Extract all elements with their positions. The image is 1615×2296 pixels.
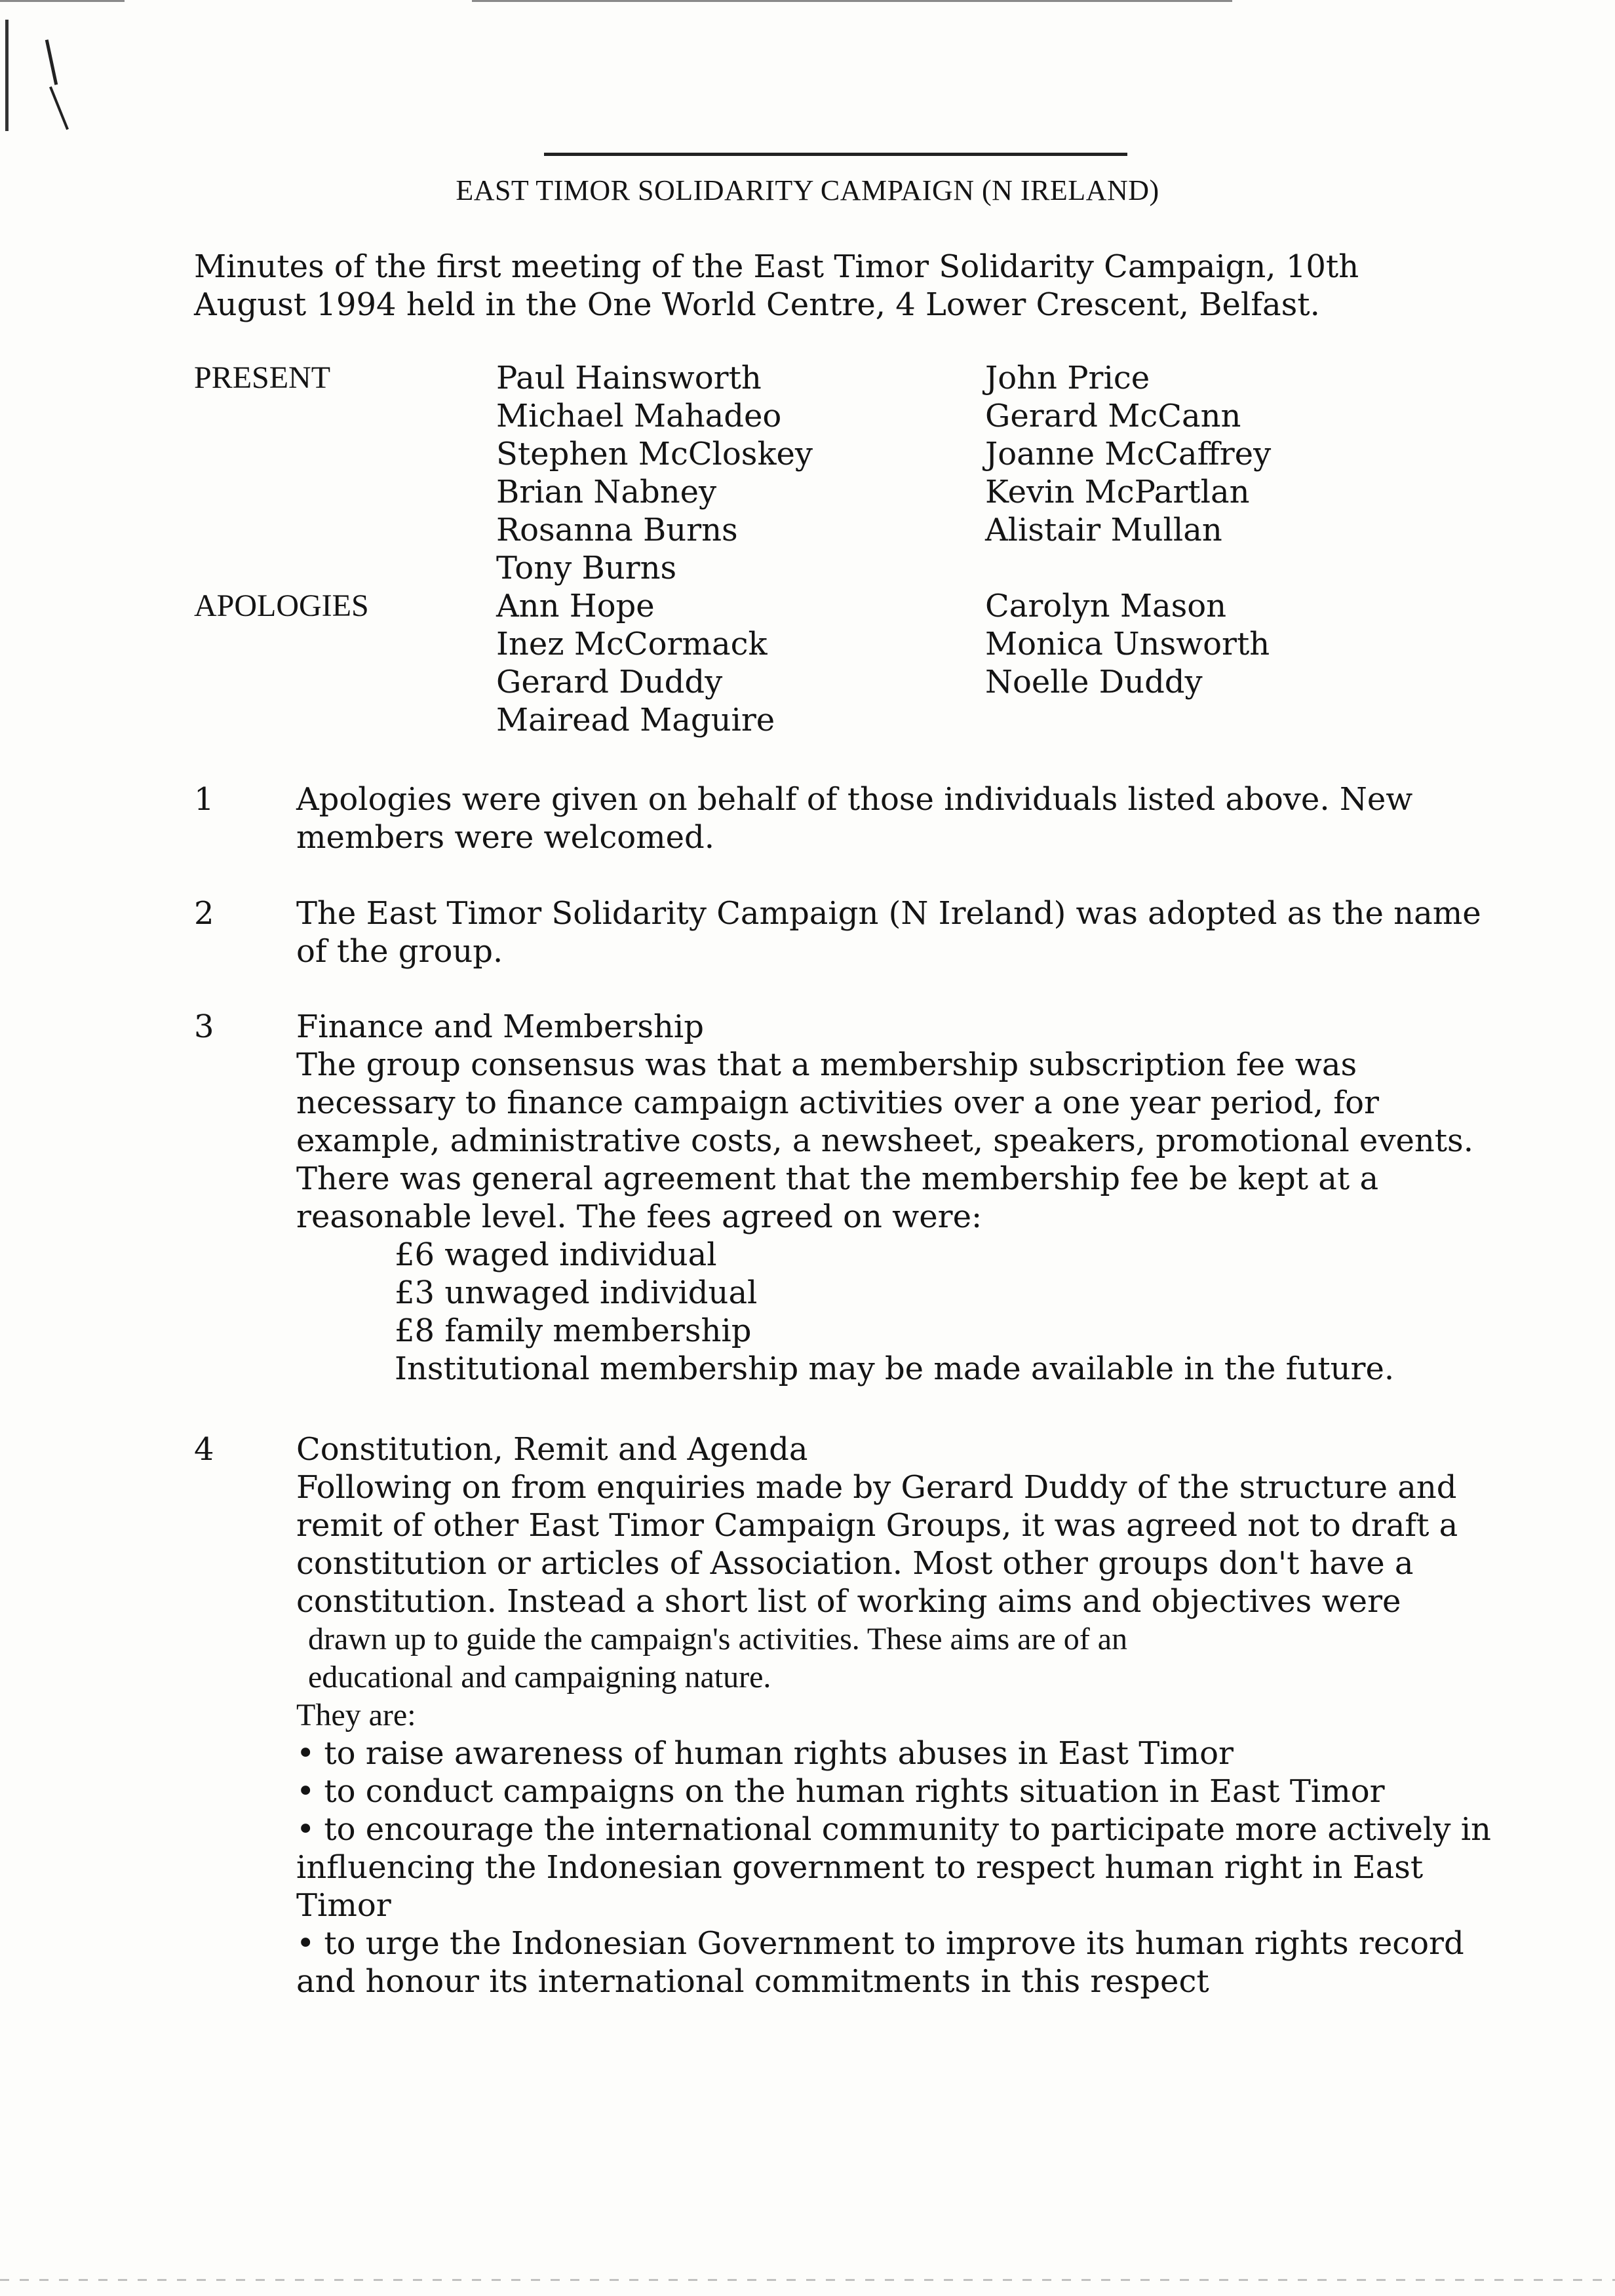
present-name: Kevin McPartlan	[985, 474, 1250, 510]
item-heading: Finance and Membership	[296, 1008, 704, 1045]
aim-bullet: • to encourage the international community to participate more actively in influencing the Indonesian government to respect human right in East Timor	[296, 1811, 1491, 1924]
aim-bullet: • to raise awareness of human rights abuses in East Timor	[296, 1735, 1234, 1772]
item-number: 2	[194, 895, 214, 932]
present-name: Stephen McCloskey	[496, 436, 813, 472]
present-name: Paul Hainsworth	[496, 360, 762, 396]
present-name: Tony Burns	[496, 550, 677, 586]
apology-name: Monica Unsworth	[985, 626, 1270, 662]
present-name: Brian Nabney	[496, 474, 717, 510]
apology-name: Carolyn Mason	[985, 588, 1227, 624]
present-name: Gerard McCann	[985, 398, 1241, 434]
item-number: 1	[194, 781, 214, 818]
present-name: Joanne McCaffrey	[985, 436, 1272, 472]
apologies-label: APOLOGIES	[194, 588, 369, 623]
item-text: Following on from enquiries made by Gerard Duddy of the structure and remit of other East Timor Campaign Groups, it was agreed not to draft a constitution or articles of Association. Most other groups don't have a constitution. Instead a short list of working aims and objectives were	[296, 1469, 1458, 1620]
item-text-line: educational and campaigning nature.	[308, 1660, 771, 1694]
scan-edge-line	[0, 0, 125, 2]
item-heading: Constitution, Remit and Agenda	[296, 1431, 808, 1468]
item-number: 3	[194, 1008, 214, 1045]
present-name: Rosanna Burns	[496, 512, 738, 548]
aim-bullet: • to urge the Indonesian Government to improve its human rights record and honour its international commitments in this respect	[296, 1925, 1464, 2000]
pen-mark	[45, 39, 58, 85]
title-rule	[544, 153, 1127, 156]
item-text: Apologies were given on behalf of those individuals listed above. New members were welcomed.	[296, 781, 1413, 856]
page-title: EAST TIMOR SOLIDARITY CAMPAIGN (N IRELAND)	[456, 174, 1159, 206]
apology-name: Noelle Duddy	[985, 664, 1203, 700]
fee-line: £8 family membership	[395, 1312, 752, 1349]
fee-line: Institutional membership may be made available in the future.	[395, 1350, 1395, 1387]
intro-paragraph: Minutes of the first meeting of the East Timor Solidarity Campaign, 10th August 1994 held in the One World Centre, 4 Lower Crescent, Belfast.	[194, 248, 1359, 323]
apology-name: Gerard Duddy	[496, 664, 723, 700]
scan-edge-line	[0, 2279, 1615, 2281]
present-name: Alistair Mullan	[985, 512, 1222, 548]
present-label: PRESENT	[194, 360, 331, 395]
present-name: John Price	[985, 360, 1150, 396]
apology-name: Ann Hope	[496, 588, 655, 624]
scan-edge-line	[472, 0, 1232, 2]
fee-line: £6 waged individual	[395, 1236, 717, 1273]
item-text-line: drawn up to guide the campaign's activities. These aims are of an	[308, 1622, 1128, 1656]
they-are-label: They are:	[296, 1698, 416, 1732]
item-text: The group consensus was that a membership subscription fee was necessary to finance campaign activities over a one year period, for example, administrative costs, a newsheet, speakers, promotional events. There was general agreement that the membership fee be kept at a reasonable level. The fees agreed on were:	[296, 1046, 1473, 1235]
scan-edge-mark	[5, 20, 9, 131]
item-number: 4	[194, 1431, 214, 1468]
pen-mark	[49, 86, 69, 130]
item-text: The East Timor Solidarity Campaign (N Ireland) was adopted as the name of the group.	[296, 895, 1481, 970]
apology-name: Mairead Maguire	[496, 702, 775, 738]
fee-line: £3 unwaged individual	[395, 1274, 758, 1311]
present-name: Michael Mahadeo	[496, 398, 782, 434]
aim-bullet: • to conduct campaigns on the human rights situation in East Timor	[296, 1773, 1385, 1810]
apology-name: Inez McCormack	[496, 626, 768, 662]
